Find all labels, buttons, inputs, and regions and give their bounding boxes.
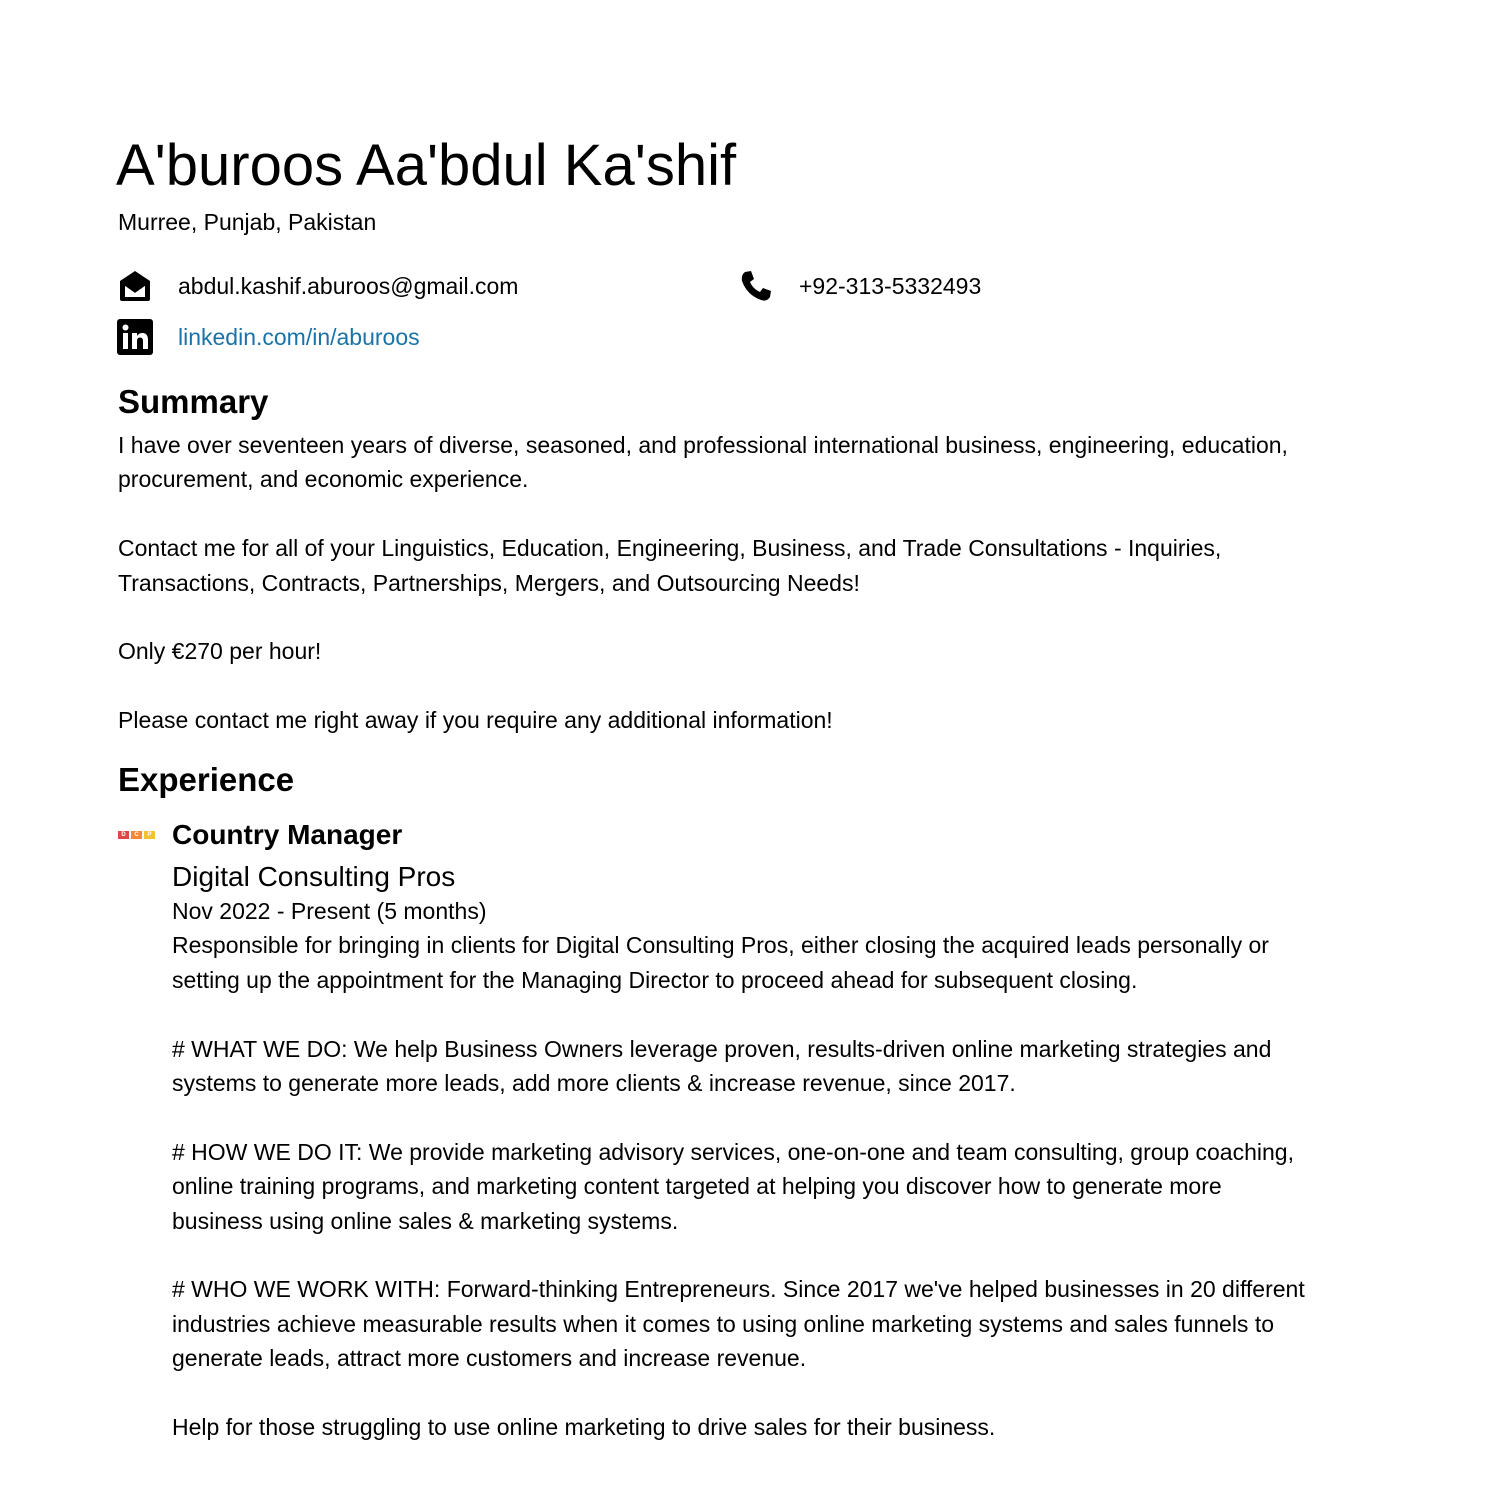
company-logo [118, 831, 155, 839]
phone-row [738, 266, 981, 306]
phone[interactable]: +92-313-5332493 [799, 272, 982, 299]
summary-heading: Summary [118, 383, 269, 420]
job-dates: Nov 2022 - Present (5 months) [172, 898, 487, 924]
email[interactable]: abdul.kashif.aburoos@gmail.com [178, 272, 519, 299]
summary-text: I have over seventeen years of diverse, seasoned, and professional international business, engineering, education, procurement, and economic experience. Contact me for all of your Linguistics, Education, Engineering, Business, and Trade Consultations - Inquiries, Transactions, Contracts, Partnerships, Mergers, and Outsourcing Needs! Only €270 per hour! Please contact me right away if you require any additional information! [118, 432, 1288, 734]
linkedin-link[interactable]: linkedin.com/in/aburoos [178, 323, 420, 350]
linkedin-icon [117, 319, 153, 355]
job-title: Country Manager [172, 819, 403, 850]
logo-letter: P [144, 831, 155, 839]
candidate-name: A'buroos Aa'bdul Ka'shif [116, 133, 737, 198]
logo-letter: C [131, 831, 142, 839]
company-name: Digital Consulting Pros [172, 861, 456, 892]
job-description: Responsible for bringing in clients for Digital Consulting Pros, either closing the acquired leads personally or setting up the appointment for the Managing Director to proceed ahead for subsequent closing. # WHAT WE DO: We help Business Owners leverage proven, results-driven online marketing strategies and systems to generate more leads, add more clients & increase revenue, since 2017. # HOW WE DO IT: We provide marketing advisory services, one-on-one and team consulting, group coaching, online training programs, and marketing content targeted at helping you discover how to generate more business using online sales & marketing systems. # WHO WE WORK WITH: Forward-thinking Entrepreneurs. Since 2017 we've helped businesses in 20 different industries achieve measurable results when it comes to using online marketing systems and sales funnels to generate leads, attract more customers and increase revenue. Help for those struggling to use online marketing to drive sales for their business. [172, 932, 1305, 1441]
location: Murree, Punjab, Pakistan [118, 209, 377, 235]
envelope-icon [117, 268, 153, 304]
job-entry [172, 817, 1312, 1445]
email-row [117, 266, 518, 306]
phone-icon [738, 268, 774, 304]
experience-heading: Experience [118, 761, 295, 798]
linkedin-row [117, 317, 420, 357]
logo-letter: D [118, 831, 129, 839]
